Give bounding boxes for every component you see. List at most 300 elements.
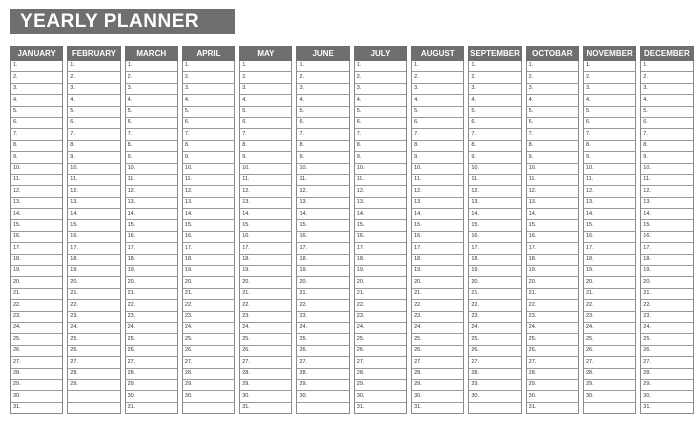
day-row[interactable] — [412, 403, 463, 413]
day-row[interactable] — [68, 380, 119, 391]
day-row[interactable] — [584, 141, 635, 152]
day-row[interactable] — [412, 118, 463, 129]
day-row[interactable] — [355, 266, 406, 277]
day-row[interactable] — [68, 107, 119, 118]
day-row[interactable] — [527, 129, 578, 140]
day-row[interactable] — [412, 289, 463, 300]
day-row[interactable] — [11, 175, 62, 186]
day-row[interactable] — [527, 346, 578, 357]
day-row[interactable] — [584, 61, 635, 72]
day-row[interactable] — [469, 220, 520, 231]
day-row[interactable] — [641, 312, 692, 323]
day-row[interactable] — [412, 107, 463, 118]
day-row[interactable] — [297, 277, 348, 288]
day-row[interactable] — [126, 277, 177, 288]
day-row[interactable] — [126, 243, 177, 254]
day-row[interactable] — [68, 346, 119, 357]
day-row[interactable] — [355, 209, 406, 220]
day-row[interactable] — [297, 152, 348, 163]
day-row[interactable] — [240, 369, 291, 380]
day-row[interactable] — [584, 380, 635, 391]
day-row[interactable] — [183, 84, 234, 95]
day-row[interactable] — [297, 175, 348, 186]
day-row[interactable] — [126, 255, 177, 266]
day-row[interactable] — [469, 357, 520, 368]
day-row[interactable] — [68, 72, 119, 83]
day-row[interactable] — [126, 369, 177, 380]
day-row[interactable] — [469, 72, 520, 83]
day-row[interactable] — [240, 95, 291, 106]
day-row[interactable] — [240, 380, 291, 391]
day-row[interactable] — [240, 141, 291, 152]
day-row[interactable] — [297, 186, 348, 197]
day-row[interactable] — [240, 357, 291, 368]
day-row[interactable] — [355, 164, 406, 175]
day-row[interactable] — [68, 403, 119, 413]
day-row[interactable] — [355, 175, 406, 186]
day-row[interactable] — [68, 277, 119, 288]
day-row[interactable] — [527, 266, 578, 277]
day-row[interactable] — [412, 141, 463, 152]
day-row[interactable] — [355, 243, 406, 254]
day-row[interactable] — [412, 61, 463, 72]
day-row[interactable] — [412, 129, 463, 140]
day-row[interactable] — [68, 198, 119, 209]
day-row[interactable] — [297, 232, 348, 243]
day-row[interactable] — [527, 107, 578, 118]
day-row[interactable] — [126, 312, 177, 323]
day-row[interactable] — [641, 61, 692, 72]
day-row[interactable] — [240, 220, 291, 231]
day-row[interactable] — [240, 61, 291, 72]
day-row[interactable] — [11, 289, 62, 300]
day-row[interactable] — [469, 323, 520, 334]
day-row[interactable] — [469, 209, 520, 220]
day-row[interactable] — [297, 334, 348, 345]
day-row[interactable] — [126, 129, 177, 140]
day-row[interactable] — [641, 323, 692, 334]
day-row[interactable] — [240, 300, 291, 311]
day-row[interactable] — [240, 152, 291, 163]
day-row[interactable] — [641, 391, 692, 402]
day-row[interactable] — [469, 391, 520, 402]
day-row[interactable] — [584, 323, 635, 334]
day-row[interactable] — [584, 198, 635, 209]
day-row[interactable] — [240, 186, 291, 197]
day-row[interactable] — [527, 323, 578, 334]
day-row[interactable] — [297, 346, 348, 357]
day-row[interactable] — [240, 266, 291, 277]
day-row[interactable] — [469, 95, 520, 106]
day-row[interactable] — [183, 141, 234, 152]
day-row[interactable] — [297, 323, 348, 334]
day-row[interactable] — [11, 164, 62, 175]
day-row[interactable] — [469, 175, 520, 186]
day-row[interactable] — [641, 209, 692, 220]
day-row[interactable] — [584, 232, 635, 243]
day-row[interactable] — [126, 61, 177, 72]
day-row[interactable] — [11, 334, 62, 345]
day-row[interactable] — [68, 95, 119, 106]
day-row[interactable] — [412, 300, 463, 311]
day-row[interactable] — [584, 118, 635, 129]
day-row[interactable] — [412, 243, 463, 254]
day-row[interactable] — [469, 141, 520, 152]
day-row[interactable] — [126, 380, 177, 391]
day-row[interactable] — [297, 164, 348, 175]
day-row[interactable] — [527, 220, 578, 231]
day-row[interactable] — [412, 312, 463, 323]
day-row[interactable] — [11, 391, 62, 402]
day-row[interactable] — [469, 164, 520, 175]
day-row[interactable] — [183, 164, 234, 175]
day-row[interactable] — [527, 186, 578, 197]
day-row[interactable] — [68, 175, 119, 186]
day-row[interactable] — [126, 357, 177, 368]
day-row[interactable] — [240, 323, 291, 334]
day-row[interactable] — [11, 61, 62, 72]
day-row[interactable] — [641, 300, 692, 311]
day-row[interactable] — [297, 107, 348, 118]
day-row[interactable] — [11, 380, 62, 391]
day-row[interactable] — [641, 357, 692, 368]
day-row[interactable] — [584, 255, 635, 266]
day-row[interactable] — [240, 72, 291, 83]
day-row[interactable] — [297, 118, 348, 129]
day-row[interactable] — [355, 300, 406, 311]
day-row[interactable] — [297, 84, 348, 95]
day-row[interactable] — [527, 380, 578, 391]
day-row[interactable] — [297, 129, 348, 140]
day-row[interactable] — [469, 84, 520, 95]
day-row[interactable] — [412, 209, 463, 220]
day-row[interactable] — [11, 186, 62, 197]
day-row[interactable] — [355, 289, 406, 300]
day-row[interactable] — [183, 391, 234, 402]
day-row[interactable] — [355, 186, 406, 197]
day-row[interactable] — [183, 198, 234, 209]
day-row[interactable] — [183, 300, 234, 311]
day-row[interactable] — [11, 72, 62, 83]
day-row[interactable] — [183, 209, 234, 220]
day-row[interactable] — [412, 220, 463, 231]
day-row[interactable] — [469, 107, 520, 118]
day-row[interactable] — [11, 107, 62, 118]
day-row[interactable] — [68, 289, 119, 300]
day-row[interactable] — [126, 175, 177, 186]
day-row[interactable] — [183, 95, 234, 106]
day-row[interactable] — [68, 84, 119, 95]
day-row[interactable] — [126, 346, 177, 357]
day-row[interactable] — [183, 175, 234, 186]
day-row[interactable] — [11, 323, 62, 334]
day-row[interactable] — [584, 277, 635, 288]
day-row[interactable] — [584, 289, 635, 300]
day-row[interactable] — [469, 380, 520, 391]
day-row[interactable] — [527, 118, 578, 129]
day-row[interactable] — [183, 61, 234, 72]
day-row[interactable] — [469, 198, 520, 209]
day-row[interactable] — [183, 346, 234, 357]
day-row[interactable] — [183, 107, 234, 118]
day-row[interactable] — [355, 380, 406, 391]
day-row[interactable] — [126, 118, 177, 129]
day-row[interactable] — [469, 369, 520, 380]
day-row[interactable] — [412, 72, 463, 83]
day-row[interactable] — [412, 232, 463, 243]
day-row[interactable] — [641, 255, 692, 266]
day-row[interactable] — [297, 312, 348, 323]
day-row[interactable] — [68, 255, 119, 266]
day-row[interactable] — [68, 266, 119, 277]
day-row[interactable] — [355, 346, 406, 357]
day-row[interactable] — [355, 118, 406, 129]
day-row[interactable] — [183, 232, 234, 243]
day-row[interactable] — [68, 312, 119, 323]
day-row[interactable] — [11, 220, 62, 231]
day-row[interactable] — [11, 209, 62, 220]
day-row[interactable] — [68, 334, 119, 345]
day-row[interactable] — [641, 175, 692, 186]
day-row[interactable] — [183, 323, 234, 334]
day-row[interactable] — [126, 209, 177, 220]
day-row[interactable] — [297, 61, 348, 72]
day-row[interactable] — [183, 369, 234, 380]
day-row[interactable] — [641, 107, 692, 118]
day-row[interactable] — [240, 334, 291, 345]
day-row[interactable] — [355, 129, 406, 140]
day-row[interactable] — [11, 346, 62, 357]
day-row[interactable] — [68, 220, 119, 231]
day-row[interactable] — [641, 346, 692, 357]
day-row[interactable] — [584, 391, 635, 402]
day-row[interactable] — [641, 380, 692, 391]
day-row[interactable] — [11, 129, 62, 140]
day-row[interactable] — [240, 107, 291, 118]
day-row[interactable] — [412, 346, 463, 357]
day-row[interactable] — [240, 129, 291, 140]
day-row[interactable] — [584, 72, 635, 83]
day-row[interactable] — [183, 220, 234, 231]
day-row[interactable] — [11, 255, 62, 266]
day-row[interactable] — [68, 209, 119, 220]
day-row[interactable] — [584, 209, 635, 220]
day-row[interactable] — [584, 164, 635, 175]
day-row[interactable] — [412, 84, 463, 95]
day-row[interactable] — [527, 312, 578, 323]
day-row[interactable] — [240, 312, 291, 323]
day-row[interactable] — [11, 312, 62, 323]
day-row[interactable] — [126, 391, 177, 402]
day-row[interactable] — [183, 266, 234, 277]
day-row[interactable] — [355, 403, 406, 413]
day-row[interactable] — [355, 152, 406, 163]
day-row[interactable] — [11, 403, 62, 413]
day-row[interactable] — [641, 141, 692, 152]
day-row[interactable] — [126, 403, 177, 413]
day-row[interactable] — [584, 346, 635, 357]
day-row[interactable] — [126, 334, 177, 345]
day-row[interactable] — [412, 323, 463, 334]
day-row[interactable] — [126, 323, 177, 334]
day-row[interactable] — [68, 186, 119, 197]
day-row[interactable] — [355, 277, 406, 288]
day-row[interactable] — [126, 186, 177, 197]
day-row[interactable] — [641, 72, 692, 83]
day-row[interactable] — [297, 266, 348, 277]
day-row[interactable] — [412, 152, 463, 163]
day-row[interactable] — [584, 220, 635, 231]
day-row[interactable] — [11, 152, 62, 163]
day-row[interactable] — [641, 84, 692, 95]
day-row[interactable] — [527, 95, 578, 106]
day-row[interactable] — [11, 198, 62, 209]
day-row[interactable] — [68, 141, 119, 152]
day-row[interactable] — [641, 277, 692, 288]
day-row[interactable] — [469, 232, 520, 243]
day-row[interactable] — [584, 95, 635, 106]
day-row[interactable] — [641, 243, 692, 254]
day-row[interactable] — [240, 164, 291, 175]
day-row[interactable] — [11, 277, 62, 288]
day-row[interactable] — [355, 107, 406, 118]
day-row[interactable] — [355, 334, 406, 345]
day-row[interactable] — [297, 300, 348, 311]
day-row[interactable] — [68, 369, 119, 380]
day-row[interactable] — [355, 220, 406, 231]
day-row[interactable] — [68, 391, 119, 402]
day-row[interactable] — [240, 209, 291, 220]
day-row[interactable] — [412, 198, 463, 209]
day-row[interactable] — [297, 403, 348, 413]
day-row[interactable] — [11, 357, 62, 368]
day-row[interactable] — [584, 369, 635, 380]
day-row[interactable] — [584, 403, 635, 413]
day-row[interactable] — [183, 380, 234, 391]
day-row[interactable] — [183, 277, 234, 288]
day-row[interactable] — [240, 403, 291, 413]
day-row[interactable] — [11, 118, 62, 129]
day-row[interactable] — [412, 277, 463, 288]
day-row[interactable] — [297, 391, 348, 402]
day-row[interactable] — [355, 141, 406, 152]
day-row[interactable] — [412, 334, 463, 345]
day-row[interactable] — [412, 380, 463, 391]
day-row[interactable] — [183, 334, 234, 345]
day-row[interactable] — [11, 141, 62, 152]
day-row[interactable] — [183, 403, 234, 413]
day-row[interactable] — [11, 369, 62, 380]
day-row[interactable] — [527, 289, 578, 300]
day-row[interactable] — [240, 198, 291, 209]
day-row[interactable] — [11, 84, 62, 95]
day-row[interactable] — [469, 186, 520, 197]
day-row[interactable] — [126, 164, 177, 175]
day-row[interactable] — [355, 198, 406, 209]
day-row[interactable] — [297, 289, 348, 300]
day-row[interactable] — [183, 152, 234, 163]
day-row[interactable] — [412, 255, 463, 266]
day-row[interactable] — [584, 357, 635, 368]
day-row[interactable] — [297, 380, 348, 391]
day-row[interactable] — [584, 300, 635, 311]
day-row[interactable] — [527, 334, 578, 345]
day-row[interactable] — [183, 118, 234, 129]
day-row[interactable] — [240, 277, 291, 288]
day-row[interactable] — [584, 129, 635, 140]
day-row[interactable] — [527, 84, 578, 95]
day-row[interactable] — [641, 334, 692, 345]
day-row[interactable] — [527, 369, 578, 380]
day-row[interactable] — [297, 209, 348, 220]
day-row[interactable] — [11, 95, 62, 106]
day-row[interactable] — [240, 243, 291, 254]
day-row[interactable] — [183, 72, 234, 83]
day-row[interactable] — [527, 152, 578, 163]
day-row[interactable] — [126, 107, 177, 118]
day-row[interactable] — [126, 232, 177, 243]
day-row[interactable] — [297, 220, 348, 231]
day-row[interactable] — [641, 164, 692, 175]
day-row[interactable] — [412, 357, 463, 368]
day-row[interactable] — [355, 61, 406, 72]
day-row[interactable] — [469, 129, 520, 140]
day-row[interactable] — [527, 300, 578, 311]
day-row[interactable] — [68, 152, 119, 163]
day-row[interactable] — [527, 175, 578, 186]
day-row[interactable] — [641, 152, 692, 163]
day-row[interactable] — [355, 95, 406, 106]
day-row[interactable] — [240, 175, 291, 186]
day-row[interactable] — [126, 141, 177, 152]
day-row[interactable] — [584, 107, 635, 118]
day-row[interactable] — [641, 289, 692, 300]
day-row[interactable] — [355, 72, 406, 83]
day-row[interactable] — [469, 243, 520, 254]
day-row[interactable] — [527, 209, 578, 220]
day-row[interactable] — [584, 152, 635, 163]
day-row[interactable] — [297, 357, 348, 368]
day-row[interactable] — [584, 266, 635, 277]
day-row[interactable] — [584, 243, 635, 254]
day-row[interactable] — [183, 357, 234, 368]
day-row[interactable] — [469, 289, 520, 300]
day-row[interactable] — [11, 232, 62, 243]
day-row[interactable] — [641, 186, 692, 197]
day-row[interactable] — [527, 198, 578, 209]
day-row[interactable] — [183, 289, 234, 300]
day-row[interactable] — [641, 118, 692, 129]
day-row[interactable] — [641, 266, 692, 277]
day-row[interactable] — [240, 232, 291, 243]
day-row[interactable] — [469, 312, 520, 323]
day-row[interactable] — [297, 369, 348, 380]
day-row[interactable] — [11, 266, 62, 277]
day-row[interactable] — [641, 220, 692, 231]
day-row[interactable] — [68, 232, 119, 243]
day-row[interactable] — [126, 95, 177, 106]
day-row[interactable] — [469, 255, 520, 266]
day-row[interactable] — [355, 391, 406, 402]
day-row[interactable] — [527, 255, 578, 266]
day-row[interactable] — [126, 72, 177, 83]
day-row[interactable] — [641, 369, 692, 380]
day-row[interactable] — [68, 118, 119, 129]
day-row[interactable] — [527, 403, 578, 413]
day-row[interactable] — [126, 266, 177, 277]
day-row[interactable] — [68, 129, 119, 140]
day-row[interactable] — [183, 186, 234, 197]
